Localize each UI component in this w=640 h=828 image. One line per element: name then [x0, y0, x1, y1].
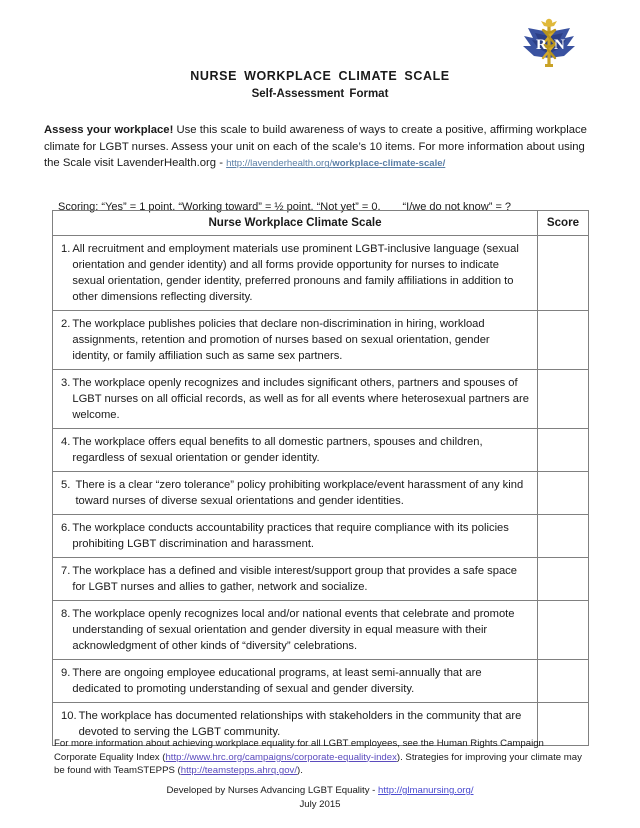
score-input-cell[interactable]	[538, 601, 589, 660]
scale-item-cell	[53, 558, 538, 601]
score-input-cell[interactable]	[538, 429, 589, 472]
scale-item-number: 8.	[61, 608, 71, 621]
table-row	[53, 660, 589, 703]
column-header-score: Score	[538, 211, 589, 236]
scale-item-cell	[53, 236, 538, 311]
table-body	[53, 236, 589, 746]
scale-item-cell	[53, 660, 538, 703]
table-head	[53, 211, 589, 236]
rn-caduceus-logo	[516, 14, 582, 74]
scale-item-cell	[53, 370, 538, 429]
scale-item-text: All recruitment and employment materials use prominent LGBT-inclusive language (sexual orientation and gender identity) and all forms provide opportunity for nurses to indicate sexual orientation, gender identity, preferred pronouns and family affiliations in addition to other dimensions reflecting diversity.	[72, 243, 519, 304]
column-header-item: Nurse Workplace Climate Scale	[53, 211, 538, 236]
score-input-cell[interactable]	[538, 515, 589, 558]
glmanursing-link[interactable]: http://glmanursing.org/	[378, 785, 474, 796]
scale-item-text: The workplace conducts accountability practices that require compliance with its policies prohibiting LGBT discrimination and harassment.	[72, 522, 509, 551]
scale-item-number: 1.	[61, 243, 71, 255]
table-row	[53, 429, 589, 472]
table-header-row	[53, 211, 589, 236]
credit-line-1	[0, 784, 640, 798]
scale-item-cell	[53, 311, 538, 370]
lavenderhealth-link-prefix: http://lavenderhealth.org/	[226, 158, 333, 170]
climate-scale-table	[52, 210, 589, 746]
scale-item-number: 5.	[61, 479, 74, 492]
scale-item-number: 3.	[61, 377, 71, 390]
score-input-cell[interactable]	[538, 472, 589, 515]
scale-item-inner	[61, 665, 529, 697]
score-input-cell[interactable]	[538, 558, 589, 601]
lavenderhealth-link-bold: workplace-climate-scale/	[332, 158, 446, 170]
svg-text:N: N	[554, 37, 565, 53]
footnote-part2: ). Strategies for improving your climate may be found with TeamSTEPPS (	[54, 751, 582, 777]
scale-item-cell	[53, 429, 538, 472]
score-input-cell[interactable]	[538, 236, 589, 311]
scale-item-inner	[61, 708, 529, 740]
scale-item-inner	[61, 606, 529, 654]
scale-item-cell	[53, 472, 538, 515]
intro-body: Use this scale to build awareness of ways to create a positive, affirming workplace climate for LGBT nurses. Assess your unit on each of the scale’s 10 items. For more information about using the Scale visit LavenderHealth.org -	[44, 124, 587, 170]
scale-item-text: The workplace openly recognizes local and/or national events that celebrate and promote understanding of sexual orientation and gender diversity in equal measure with their acknowledgment of other kinds of “diversity” celebrations.	[72, 608, 515, 653]
table-row	[53, 601, 589, 660]
table-row	[53, 472, 589, 515]
table-row	[53, 370, 589, 429]
scale-item-cell	[53, 601, 538, 660]
scale-item-number: 2.	[61, 318, 71, 331]
scale-item-inner	[61, 434, 529, 466]
score-input-cell[interactable]	[538, 660, 589, 703]
table-row	[53, 558, 589, 601]
scale-item-text: The workplace publishes policies that declare non-discrimination in hiring, workload assignments, retention and promotion of nurses based on sexual orientation, gender identity, or family affiliation such as same sex partners.	[72, 318, 490, 363]
credit-block	[0, 784, 640, 811]
table-row	[53, 236, 589, 311]
scale-item-inner	[61, 520, 529, 552]
scale-item-number: 4.	[61, 436, 71, 449]
footnote	[54, 737, 588, 778]
scale-item-inner	[61, 375, 529, 423]
hrc-index-link[interactable]: http://www.hrc.org/campaigns/corporate-equality-index	[165, 751, 397, 763]
score-input-cell[interactable]	[538, 370, 589, 429]
scoring-text-a: Scoring: “Yes” = 1 point. “Working toward” = ½ point. “Not yet” = 0.	[58, 200, 381, 213]
scale-item-number: 10.	[61, 710, 77, 723]
credit-text: Developed by Nurses Advancing LGBT Equality -	[166, 785, 379, 796]
scale-item-number: 6.	[61, 522, 71, 535]
page-subtitle: Self-Assessment Format	[251, 87, 389, 100]
teamstepps-link[interactable]: http://teamstepps.ahrq.gov/	[180, 765, 298, 777]
scale-item-inner	[61, 241, 529, 305]
scale-item-text: The workplace has documented relationships with stakeholders in the community that are devoted to serving the LGBT community.	[78, 710, 522, 739]
scale-item-text: There is a clear “zero tolerance” policy prohibiting workplace/event harassment of any kind toward nurses of diverse sexual orientations and gender identities.	[75, 479, 524, 508]
page-title: NURSE WORKPLACE CLIMATE SCALE	[190, 69, 450, 83]
credit-date: July 2015	[299, 798, 341, 810]
table-row	[53, 311, 589, 370]
lavenderhealth-link[interactable]	[226, 158, 445, 169]
table-row	[53, 515, 589, 558]
scale-item-text: There are ongoing employee educational programs, at least semi-annually that are dedicated to promoting understanding of sexual and gender diversity.	[72, 667, 482, 696]
scale-item-number: 7.	[61, 565, 71, 578]
scale-item-inner	[61, 563, 529, 595]
scale-item-number: 9.	[61, 667, 71, 680]
scale-item-text: The workplace offers equal benefits to all domestic partners, spouses and children, regardless of sexual orientation or gender identity.	[72, 436, 483, 465]
scale-item-cell	[53, 515, 538, 558]
intro-paragraph	[44, 122, 598, 171]
scoring-text-b: “I/we do not know” = ?	[402, 200, 512, 213]
scale-item-text: The workplace openly recognizes and includes significant others, partners and spouses of LGBT nurses on all official records, as well as for all events where heterosexual partners are welcome.	[72, 377, 529, 422]
score-input-cell[interactable]	[538, 311, 589, 370]
scale-item-inner	[61, 477, 529, 509]
footnote-part1: For more information about achieving workplace equality for all LGBT employees, see the Human Rights Campaign Corporate Equality Index (	[54, 738, 544, 763]
footnote-part3: ).	[297, 765, 303, 777]
intro-lead: Assess your workplace!	[44, 124, 174, 137]
scale-item-text: The workplace has a defined and visible interest/support group that provides a safe space for LGBT nurses and allies to gather, network and socialize.	[72, 565, 518, 594]
svg-text:R: R	[536, 37, 547, 53]
scale-item-inner	[61, 316, 529, 364]
